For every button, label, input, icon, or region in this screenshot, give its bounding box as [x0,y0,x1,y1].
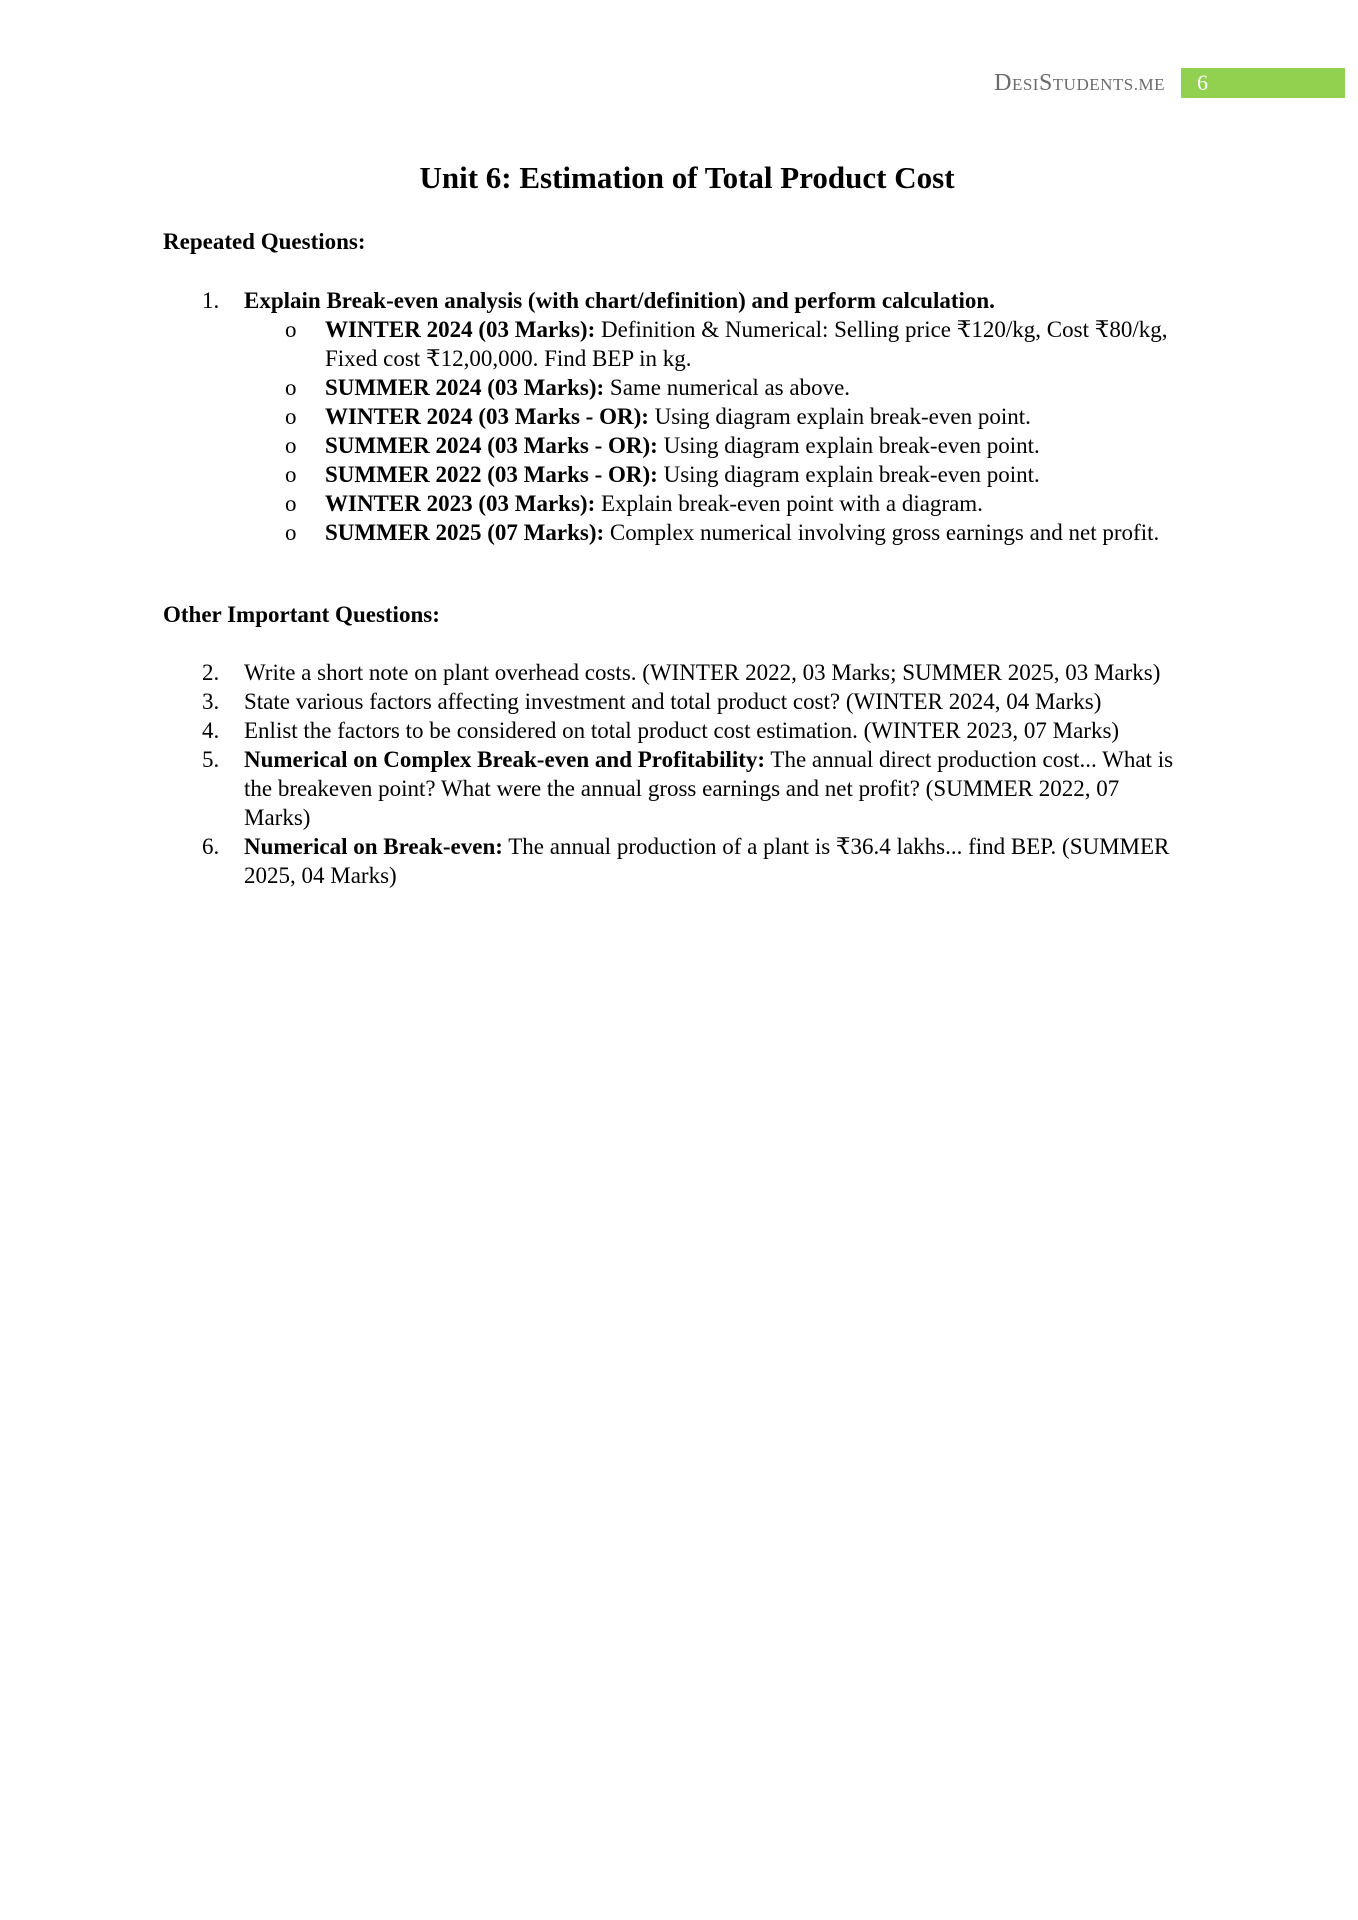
sub-list-item [0,373,1358,402]
item-number: 6. [202,834,220,859]
sub-item-label: SUMMER 2022 (03 Marks - OR): [325,462,658,487]
sub-item-text: Explain break-even point with a diagram. [595,491,983,516]
sub-item-text: Same numerical as above. [604,375,851,400]
repeated-questions-heading: Repeated Questions: [163,229,366,254]
item-label: Numerical on Complex Break-even and Profitability: [244,747,766,772]
sub-item-text: Definition & Numerical: Selling price ₹120/kg, Cost ₹80/kg, Fixed cost ₹12,00,000. Find BEP in kg. [325,317,1168,371]
bullet: o [285,404,297,429]
sub-item-label: WINTER 2024 (03 Marks): [325,317,596,342]
item-text: Write a short note on plant overhead costs. (WINTER 2022, 03 Marks; SUMMER 2025, 03 Marks) [244,660,1161,685]
repeated-questions-list [0,286,1358,547]
bullet: o [285,520,297,545]
sub-item-label: SUMMER 2024 (03 Marks): [325,375,605,400]
sub-item-text: Complex numerical involving gross earnings and net profit. [604,520,1160,545]
bullet: o [285,433,297,458]
item-number: 2. [202,660,220,685]
sub-list-item [0,518,1358,547]
list-item [0,832,1358,890]
sub-list-item [0,315,1358,373]
page-number: 6 [1197,70,1208,95]
item-text: Explain Break-even analysis (with chart/definition) and perform calculation. [244,288,995,313]
page-title: Unit 6: Estimation of Total Product Cost [419,160,955,195]
item-text: State various factors affecting investment and total product cost? (WINTER 2024, 04 Marks) [244,689,1102,714]
bullet: o [285,317,297,342]
brand-name: DESISTUDENTS.ME [994,69,1165,96]
sub-item-label: SUMMER 2024 (03 Marks - OR): [325,433,658,458]
sub-list-item [0,431,1358,460]
sub-item-label: WINTER 2023 (03 Marks): [325,491,596,516]
sub-item-label: WINTER 2024 (03 Marks - OR): [325,404,649,429]
sub-item-label: SUMMER 2025 (07 Marks): [325,520,605,545]
sub-item-text: Using diagram explain break-even point. [657,462,1040,487]
item-label: Numerical on Break-even: [244,834,503,859]
page-header [994,68,1345,98]
sub-item-text: Using diagram explain break-even point. [657,433,1040,458]
item-text: Enlist the factors to be considered on total product cost estimation. (WINTER 2023, 07 Marks) [244,718,1120,743]
list-item [0,658,1358,687]
item-number: 1. [202,288,220,313]
item-number: 3. [202,689,220,714]
list-item [0,687,1358,716]
item-text: The annual direct production cost... What is the breakeven point? What were the annual gross earnings and net profit? (SUMMER 2022, 07 Marks) [244,747,1174,830]
sub-list-item [0,402,1358,431]
list-item [0,286,1358,315]
sub-list-item [0,489,1358,518]
item-number: 5. [202,747,220,772]
bullet: o [285,462,297,487]
item-number: 4. [202,718,220,743]
other-questions-heading: Other Important Questions: [163,602,440,627]
sub-list-item [0,460,1358,489]
other-questions-list [0,658,1358,890]
bullet: o [285,491,297,516]
list-item [0,716,1358,745]
sub-item-text: Using diagram explain break-even point. [648,404,1031,429]
bullet: o [285,375,297,400]
item-text: The annual production of a plant is ₹36.4 lakhs... find BEP. (SUMMER 2025, 04 Marks) [244,834,1170,888]
list-item [0,745,1358,832]
page-number-box [1181,68,1345,98]
